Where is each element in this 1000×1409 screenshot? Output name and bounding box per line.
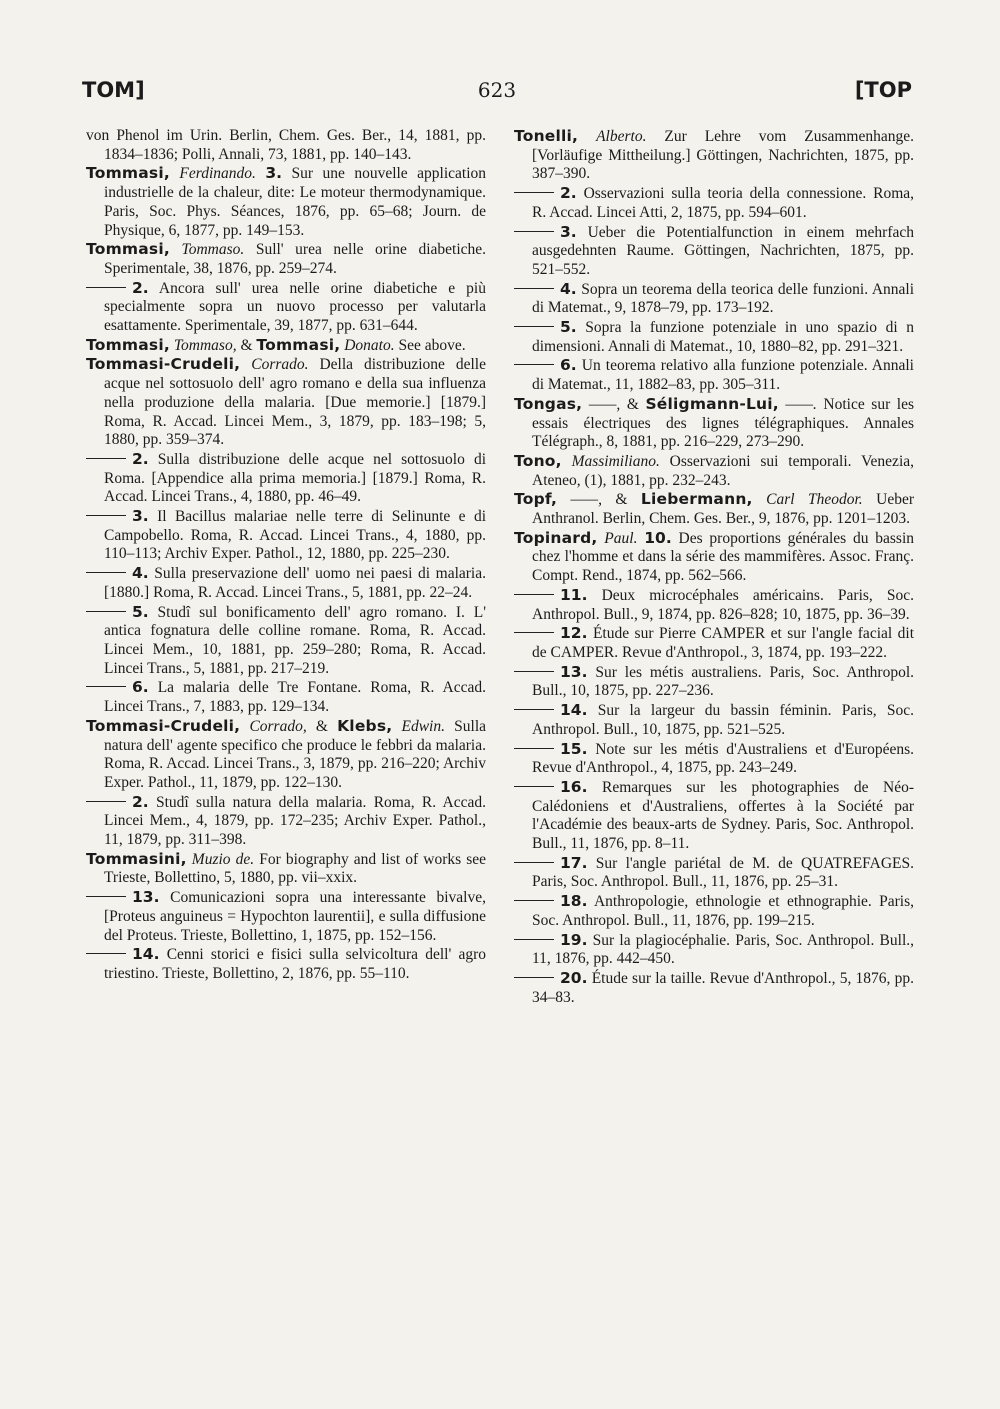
author-forename: Ferdinando. (179, 165, 256, 183)
entry-number: 18. (560, 892, 588, 911)
entry-text: Sopra un teorema della teorica delle funzioni. Annali di Matemat., 9, 1878–79, pp. 173–192. (532, 280, 915, 317)
coauthor-forename: Edwin. (401, 717, 445, 735)
author-forename: Alberto. (596, 128, 647, 145)
header-left-guide-word: TOM] (82, 78, 145, 102)
entry-number: 12. (560, 624, 588, 643)
bibliography-entry (514, 624, 914, 662)
ditto-dash (514, 977, 554, 978)
author-surname: Topinard, (514, 528, 598, 547)
coauthor-surname: Tommasi, (256, 335, 341, 354)
entry-text: Sur la plagiocéphalie. Paris, Soc. Anthropol. Bull., 11, 1876, pp. 442–450. (532, 931, 915, 968)
ditto-dash (514, 862, 554, 863)
entry-number: 13. (560, 662, 588, 681)
bibliography-entry (86, 450, 486, 507)
bibliography-entry (514, 586, 914, 624)
entry-text: Ancora sull' urea nelle orine diabetiche e più specialmente sopra un nuovo processo per valutarla esattamente. Sperimentale, 39, 1877, pp. 631–644. (104, 279, 486, 335)
entry-number: 4. (132, 564, 149, 583)
ditto-dash (514, 786, 554, 787)
bibliography-entry (514, 663, 914, 701)
entry-number: 3. (560, 222, 577, 241)
author-surname: Tommasi-Crudeli, (86, 355, 241, 374)
ditto-dash (86, 458, 126, 459)
entry-number: 2. (132, 792, 149, 811)
entry-continuation-text: von Phenol im Urin. Berlin, Chem. Ges. Ber., 14, 1881, pp. 1834–1836; Polli, Annali, 73, 1881, pp. 140–143. (86, 127, 486, 163)
page-number: 623 (477, 78, 517, 102)
author-surname: Tongas, (514, 394, 583, 413)
entry-text: Osservazioni sulla teoria della connessione. Roma, R. Accad. Lincei Atti, 2, 1875, pp. 594–601. (532, 185, 915, 221)
ditto-dash (86, 287, 126, 288)
entry-text: Ueber Anthranol. Berlin, Chem. Ges. Ber., 9, 1876, pp. 1201–1203. (532, 491, 915, 528)
bibliography-entry (86, 678, 486, 716)
entry-text: Étude sur Pierre CAMPER et sur l'angle facial dit de CAMPER. Revue d'Anthropol., 3, 1874, pp. 193–222. (532, 625, 915, 661)
bibliography-entry (86, 945, 486, 983)
bibliography-entry (86, 888, 486, 945)
bibliography-entry (514, 490, 914, 528)
entry-text: Osservazioni sui temporali. Venezia, Ateneo, (1), 1881, pp. 232–243. (532, 452, 915, 489)
header-right-guide-word: [TOP (854, 78, 912, 102)
bibliography-entry (86, 793, 486, 850)
author-forename: Massimiliano. (571, 452, 660, 470)
entry-text: Sopra la funzione potenziale in uno spazio di n dimensioni. Annali di Matemat., 10, 1880–82, pp. 291–321. (532, 319, 914, 355)
ditto-dash (514, 192, 554, 193)
entry-number: 2. (132, 278, 149, 297)
bibliography-entry (514, 892, 914, 930)
ditto-dash (514, 709, 554, 710)
author-forename: ——, (588, 395, 621, 413)
coauthor-forename: ——. (785, 395, 817, 413)
bibliography-entry (86, 164, 486, 240)
bibliography-entry (514, 318, 914, 356)
ditto-dash (86, 896, 126, 897)
entry-number: 17. (560, 853, 588, 872)
entry-text: Étude sur la taille. Revue d'Anthropol., 5, 1876, pp. 34–83. (532, 969, 914, 1006)
page-header (82, 78, 912, 112)
entry-number: 6. (560, 356, 577, 375)
entry-text: Della distribuzione delle acque nel sottosuolo dell' agro romano e della sua influenza nella produzione della malaria. [Due memorie.] [1879.] Roma, R. Accad. Lincei Mem., 3, 1879, pp. 183–198; 5, 1880, pp. 359–374. (104, 356, 486, 449)
ampersand: & (615, 491, 628, 509)
entry-text: La malaria delle Tre Fontane. Roma, R. Accad. Lincei Trans., 7, 1883, pp. 129–134. (104, 679, 487, 716)
left-column (86, 127, 486, 984)
ditto-dash (86, 515, 126, 516)
entry-text: Il Bacillus malariae nelle terre di Selinunte e di Campobello. Roma, R. Accad. Lincei Trans., 4, 1880, pp. 110–113; Archiv Exper. Pathol., 12, 1880, pp. 225–230. (104, 508, 486, 563)
entry-text: Sur l'angle pariétal de M. de QUATREFAGES. Paris, Soc. Anthropol. Bull., 11, 1876, pp. 25–31. (532, 854, 915, 891)
ditto-dash (86, 572, 126, 573)
ditto-dash (514, 364, 554, 365)
ditto-dash (514, 632, 554, 633)
author-forename: ——, (570, 491, 602, 509)
ditto-dash (514, 326, 554, 327)
coauthor-surname: Liebermann, (640, 490, 753, 509)
entry-number: 14. (132, 945, 160, 964)
entry-text: Sur les métis australiens. Paris, Soc. Anthropol. Bull., 10, 1875, pp. 227–236. (532, 663, 914, 700)
bibliography-entry (514, 184, 914, 222)
entry-text: Sur une nouvelle application industrielle de la chaleur, dite: Le moteur thermodynamique. Paris, Soc. Phys. Séances, 1876, pp. 65–68; Journ. de Physique, 6, 1877, pp. 149–153. (104, 165, 486, 239)
author-forename: Corrado. (251, 356, 309, 374)
entry-text: Studî sul bonificamento dell' agro romano. I. L' antica fognatura delle colline romane. Roma, R. Accad. Lincei Mem., 10, 1881, pp. 259–280; Roma, R. Accad. Lincei Trans., 5, 1881, pp. 217–219. (104, 603, 486, 677)
author-forename: Tommaso. (181, 241, 245, 259)
entry-text: Deux microcéphales américains. Paris, Soc. Anthropol. Bull., 9, 1874, pp. 826–828; 10, 1875, pp. 36–39. (532, 586, 915, 623)
bibliography-entry (514, 931, 914, 969)
ditto-dash (514, 748, 554, 749)
entry-number: 2. (560, 184, 577, 203)
ditto-dash (86, 801, 126, 802)
entry-text: Un teorema relativo alla funzione potenziale. Annali di Matemat., 11, 1882–83, pp. 305–311. (532, 357, 914, 394)
bibliography-entry (86, 717, 486, 793)
bibliography-entry (514, 740, 914, 778)
entry-text: Note sur les métis d'Australiens et d'Européens. Revue d'Anthropol., 4, 1875, pp. 243–249. (532, 740, 915, 777)
ampersand: & (240, 336, 253, 354)
bibliography-entry (514, 395, 914, 452)
entry-text: Studî sulla natura della malaria. Roma, R. Accad. Lincei Mem., 4, 1879, pp. 172–235; Archiv Exper. Pathol., 11, 1879, pp. 311–398. (104, 793, 487, 849)
ditto-dash (86, 611, 126, 612)
bibliography-entry (86, 850, 486, 888)
ditto-dash (514, 231, 554, 232)
entry-number: 20. (560, 968, 588, 987)
entry-number: 4. (560, 279, 577, 298)
bibliography-entry (86, 564, 486, 602)
entry-number: 3. (265, 164, 283, 183)
ditto-dash (514, 594, 554, 595)
bibliography-entry (514, 280, 914, 318)
bibliography-entry (86, 336, 486, 356)
ampersand: & (626, 395, 639, 413)
author-forename: Tommaso, (173, 336, 237, 354)
ampersand: & (315, 717, 328, 735)
entry-text: Des proportions générales du bassin chez l'homme et dans la série des mammifères. Assoc. Franç. Compt. Rend., 1874, pp. 562–566. (532, 529, 915, 585)
author-surname: Tommasi-Crudeli, (86, 716, 241, 735)
entry-text: Zur Lehre vom Zusammenhange. [Vorläufige Mittheilung.] Göttingen, Nachrichten, 1875, pp. 387–390. (532, 128, 915, 183)
entry-text: Sur la largeur du bassin féminin. Paris, Soc. Anthropol. Bull., 10, 1875, pp. 521–525. (532, 702, 914, 738)
entry-number: 5. (132, 602, 149, 621)
ditto-dash (514, 900, 554, 901)
bibliography-entry (86, 240, 486, 278)
entry-number: 5. (560, 318, 577, 337)
author-forename: Corrado, (249, 717, 307, 735)
entry-number: 11. (560, 585, 588, 604)
entry-text: Notice sur les essais électriques des lignes télégraphiques. Annales Télégraph., 8, 1881, pp. 216–229, 273–290. (532, 395, 914, 451)
author-surname: Tommasini, (86, 849, 187, 868)
author-surname: Tonelli, (514, 127, 579, 145)
entry-text: For biography and list of works see Trieste, Bollettino, 5, 1880, pp. vii–xxix. (104, 850, 487, 887)
entry-number: 14. (560, 701, 588, 720)
author-surname: Tommasi, (86, 164, 170, 183)
entry-number: 13. (132, 888, 160, 907)
bibliography-entry (514, 854, 914, 892)
author-surname: Tommasi, (86, 240, 170, 259)
bibliography-entry (514, 356, 914, 394)
bibliography-entry (514, 969, 914, 1007)
entry-number: 19. (560, 930, 588, 949)
entry-number: 15. (560, 739, 588, 758)
entry-number: 3. (132, 507, 149, 526)
author-forename: Paul. (604, 529, 638, 547)
ditto-dash (86, 686, 126, 687)
bibliography-entry (86, 603, 486, 679)
entry-text: Comunicazioni sopra una interessante bivalve, [Proteus anguineus = Hypochton laurentii], e sulla diffusione del Proteus. Trieste, Bollettino, 1, 1875, pp. 152–156. (104, 889, 486, 944)
bibliography-entry (86, 127, 486, 164)
coauthor-surname: Séligmann-Lui, (645, 394, 779, 413)
bibliography-entry (86, 279, 486, 336)
entry-text: See above. (398, 336, 466, 354)
author-forename: Muzio de. (191, 850, 255, 868)
bibliography-entry (514, 223, 914, 280)
right-column (514, 127, 914, 1007)
entry-text: Sulla preservazione dell' uomo nei paesi di malaria. [1880.] Roma, R. Accad. Lincei Trans., 5, 1881, pp. 22–24. (104, 565, 486, 601)
entry-text: Ueber die Potentialfunction in einem mehrfach ausgedehnten Raume. Göttingen, Nachrichten, 1875, pp. 521–552. (532, 223, 914, 278)
coauthor-forename: Donato. (344, 336, 395, 354)
coauthor-forename: Carl Theodor. (766, 491, 863, 509)
bibliography-entry (514, 529, 914, 586)
bibliography-entry (86, 355, 486, 450)
bibliography-entry (86, 507, 486, 564)
bibliography-entry (514, 701, 914, 739)
ditto-dash (514, 939, 554, 940)
bibliography-entry (514, 127, 914, 184)
entry-number: 10. (644, 528, 672, 547)
ditto-dash (514, 288, 554, 289)
entry-number: 16. (560, 777, 588, 796)
entry-number: 2. (132, 449, 149, 468)
entry-text: Sulla distribuzione delle acque nel sottosuolo di Roma. [Appendice alla prima memoria.] [1879.] Roma, R. Accad. Lincei Trans., 4, 1880, pp. 46–49. (104, 450, 486, 506)
entry-text: Anthropologie, ethnologie et ethnographie. Paris, Soc. Anthropol. Bull., 11, 1876, pp. 199–215. (532, 893, 914, 929)
bibliography-entry (514, 452, 914, 490)
entry-text: Remarques sur les photographies de Néo-Calédoniens et d'Australiens, offertes à la Société par l'Académie des beaux-arts de Sydney. Paris, Soc. Anthropol. Bull., 11, 1876, pp. 8–11. (532, 778, 915, 853)
author-surname: Topf, (514, 490, 558, 509)
ditto-dash (86, 953, 126, 954)
entry-text: Sulla natura dell' agente specifico che produce le febbri da malaria. Roma, R. Accad. Lincei Trans., 3, 1879, pp. 216–220; Archiv Exper. Pathol., 11, 1879, pp. 122–130. (104, 717, 487, 791)
author-surname: Tommasi, (86, 335, 170, 354)
coauthor-surname: Klebs, (337, 716, 393, 735)
ditto-dash (514, 671, 554, 672)
entry-number: 6. (132, 678, 149, 697)
entry-text: Sull' urea nelle orine diabetiche. Sperimentale, 38, 1876, pp. 259–274. (104, 241, 487, 277)
entry-text: Cenni storici e fisici sulla selvicoltura dell' agro triestino. Trieste, Bollettino, 2, 1876, pp. 55–110. (104, 946, 486, 982)
author-surname: Tono, (514, 451, 562, 470)
bibliography-entry (514, 778, 914, 854)
